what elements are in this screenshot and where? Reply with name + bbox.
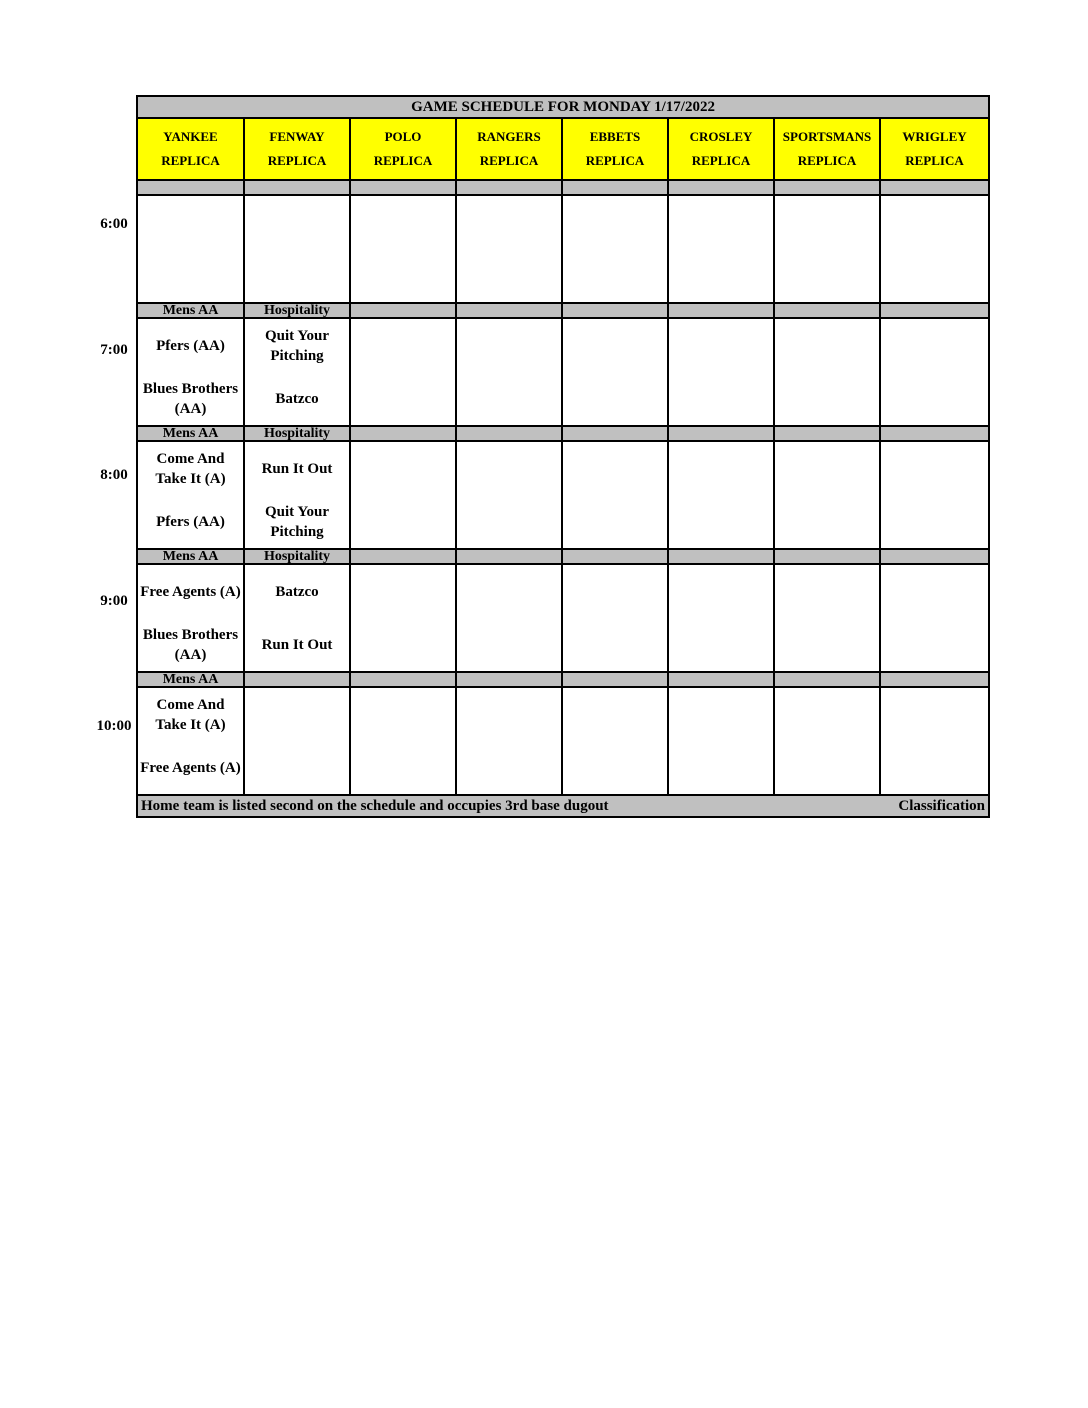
team-away <box>457 565 561 618</box>
team-away <box>881 319 988 372</box>
game-cell <box>880 564 989 672</box>
team-home <box>457 495 561 548</box>
division-label <box>880 303 989 318</box>
time-slot-row <box>137 441 989 549</box>
park-header-ebbets <box>562 118 668 180</box>
team-home <box>669 618 773 671</box>
division-label <box>880 672 989 687</box>
game-cell <box>350 441 456 549</box>
team-away <box>669 196 773 249</box>
division-label: Hospitality <box>244 426 350 441</box>
division-label <box>668 426 774 441</box>
game-cell <box>668 195 774 303</box>
game-cell <box>350 318 456 426</box>
team-away <box>351 688 455 741</box>
team-home <box>351 249 455 302</box>
division-label <box>350 672 456 687</box>
team-home <box>245 249 349 302</box>
game-cell <box>137 564 244 672</box>
time-label-7: 7:00 <box>100 342 128 358</box>
division-label <box>880 549 989 564</box>
game-cell <box>137 195 244 303</box>
division-label <box>456 180 562 195</box>
division-label <box>562 303 668 318</box>
team-home <box>881 618 988 671</box>
time-label-10: 10:00 <box>96 718 132 734</box>
division-label <box>456 549 562 564</box>
division-row <box>137 549 989 564</box>
team-home <box>457 618 561 671</box>
team-away <box>138 196 243 249</box>
division-label <box>668 672 774 687</box>
division-label <box>244 672 350 687</box>
game-cell <box>562 564 668 672</box>
division-label <box>562 549 668 564</box>
time-slot-row <box>137 687 989 795</box>
footer-note-row <box>137 795 989 817</box>
team-home: Run It Out <box>261 636 333 653</box>
team-home <box>669 741 773 794</box>
game-cell <box>880 441 989 549</box>
team-home <box>563 741 667 794</box>
team-away: Quit Your Pitching <box>264 327 330 364</box>
game-cell <box>244 318 350 426</box>
park-subtitle: REPLICA <box>797 153 857 168</box>
park-name: EBBETS <box>589 129 641 144</box>
team-away <box>245 196 349 249</box>
park-name: FENWAY <box>269 129 325 144</box>
team-home <box>775 741 879 794</box>
game-cell <box>456 318 562 426</box>
team-away <box>881 565 988 618</box>
team-away <box>457 442 561 495</box>
park-name: WRIGLEY <box>902 129 967 144</box>
team-away <box>669 319 773 372</box>
team-home <box>351 741 455 794</box>
game-cell <box>562 195 668 303</box>
division-row <box>137 303 989 318</box>
division-label: Hospitality <box>244 303 350 318</box>
game-cell <box>350 564 456 672</box>
time-label-6: 6:00 <box>100 216 128 232</box>
division-label: Mens AA <box>137 426 244 441</box>
game-cell <box>244 441 350 549</box>
game-cell <box>137 687 244 795</box>
division-label <box>774 180 880 195</box>
division-label <box>880 180 989 195</box>
division-label <box>350 549 456 564</box>
team-away <box>351 196 455 249</box>
schedule-sheet <box>136 95 988 818</box>
game-cell <box>350 687 456 795</box>
team-home: Blues Brothers (AA) <box>142 626 239 663</box>
game-cell <box>456 441 562 549</box>
team-away <box>351 319 455 372</box>
park-subtitle: REPLICA <box>267 153 327 168</box>
division-row <box>137 426 989 441</box>
team-home <box>775 372 879 425</box>
team-away <box>669 565 773 618</box>
team-home <box>669 372 773 425</box>
time-label-9: 9:00 <box>100 593 128 609</box>
team-home <box>351 618 455 671</box>
division-label <box>668 549 774 564</box>
division-label: Mens AA <box>137 549 244 564</box>
team-away <box>775 565 879 618</box>
team-away <box>563 196 667 249</box>
team-away <box>563 319 667 372</box>
time-slot-row <box>137 564 989 672</box>
park-subtitle: REPLICA <box>585 153 645 168</box>
park-header-row <box>137 118 989 180</box>
division-label <box>880 426 989 441</box>
game-cell <box>137 318 244 426</box>
park-subtitle: REPLICA <box>373 153 433 168</box>
division-label <box>350 303 456 318</box>
team-home <box>669 495 773 548</box>
team-home <box>775 495 879 548</box>
team-away <box>775 442 879 495</box>
team-away <box>563 565 667 618</box>
team-home <box>881 249 988 302</box>
team-away <box>775 319 879 372</box>
game-cell <box>562 687 668 795</box>
park-header-polo <box>350 118 456 180</box>
park-subtitle: REPLICA <box>161 153 220 168</box>
classification-label: Classification <box>898 798 986 814</box>
team-away: Batzco <box>275 583 319 600</box>
team-home: Free Agents (A) <box>140 759 241 776</box>
game-cell <box>774 318 880 426</box>
park-header-wrigley <box>880 118 989 180</box>
team-home <box>881 741 988 794</box>
park-name: RANGERS <box>477 129 541 144</box>
team-away <box>669 442 773 495</box>
game-cell <box>244 195 350 303</box>
home-team-note: Home team is listed second on the schedule and occupies 3rd base dugout <box>141 798 609 814</box>
team-away: Come And Take It (A) <box>155 450 226 487</box>
division-label <box>456 303 562 318</box>
team-home <box>457 249 561 302</box>
team-away <box>457 319 561 372</box>
team-home: Batzco <box>275 390 319 407</box>
team-away <box>245 688 349 741</box>
time-slot-row <box>137 318 989 426</box>
game-cell <box>562 441 668 549</box>
team-home: Pfers (AA) <box>156 513 225 530</box>
park-header-yankee <box>137 118 244 180</box>
schedule-title: GAME SCHEDULE FOR MONDAY 1/17/2022 <box>137 96 989 118</box>
division-label <box>350 426 456 441</box>
division-label <box>456 426 562 441</box>
team-home <box>457 741 561 794</box>
team-away <box>351 442 455 495</box>
team-home: Quit Your Pitching <box>264 503 330 540</box>
time-label-8: 8:00 <box>100 467 128 483</box>
team-home <box>881 372 988 425</box>
division-label <box>668 180 774 195</box>
team-away <box>881 688 988 741</box>
team-away <box>881 442 988 495</box>
division-label <box>774 549 880 564</box>
division-row <box>137 672 989 687</box>
schedule-table <box>136 95 990 818</box>
team-home <box>138 249 243 302</box>
team-away <box>563 442 667 495</box>
game-cell <box>774 441 880 549</box>
team-away <box>563 688 667 741</box>
park-header-sportsmans <box>774 118 880 180</box>
time-slot-row <box>137 195 989 303</box>
team-home <box>351 372 455 425</box>
team-away <box>457 196 561 249</box>
team-home <box>563 372 667 425</box>
division-label <box>774 426 880 441</box>
game-cell <box>774 564 880 672</box>
game-cell <box>668 687 774 795</box>
game-cell <box>244 687 350 795</box>
park-subtitle: REPLICA <box>905 153 964 168</box>
game-cell <box>456 195 562 303</box>
division-label: Mens AA <box>137 303 244 318</box>
team-home <box>245 741 349 794</box>
division-label <box>562 180 668 195</box>
park-name: SPORTSMANS <box>782 129 872 144</box>
park-subtitle: REPLICA <box>479 153 539 168</box>
team-away: Run It Out <box>261 460 333 477</box>
division-label <box>350 180 456 195</box>
park-name: POLO <box>384 129 422 144</box>
team-home <box>457 372 561 425</box>
team-away <box>351 565 455 618</box>
team-home: Blues Brothers (AA) <box>142 380 239 417</box>
park-header-crosley <box>668 118 774 180</box>
park-header-rangers <box>456 118 562 180</box>
team-home <box>881 495 988 548</box>
park-subtitle: REPLICA <box>691 153 751 168</box>
game-cell <box>137 441 244 549</box>
division-label <box>137 180 244 195</box>
division-label <box>562 672 668 687</box>
game-cell <box>668 318 774 426</box>
team-away <box>775 196 879 249</box>
game-cell <box>880 687 989 795</box>
team-away <box>457 688 561 741</box>
game-cell <box>880 195 989 303</box>
division-label <box>244 180 350 195</box>
division-row <box>137 180 989 195</box>
team-home <box>775 249 879 302</box>
team-away <box>669 688 773 741</box>
game-cell <box>244 564 350 672</box>
team-away <box>881 196 988 249</box>
division-label <box>456 672 562 687</box>
park-name: YANKEE <box>163 129 218 144</box>
game-cell <box>774 195 880 303</box>
game-cell <box>456 564 562 672</box>
division-label: Hospitality <box>244 549 350 564</box>
division-label <box>774 303 880 318</box>
game-cell <box>774 687 880 795</box>
division-label <box>774 672 880 687</box>
game-cell <box>668 441 774 549</box>
game-cell <box>668 564 774 672</box>
team-home <box>351 495 455 548</box>
game-cell <box>456 687 562 795</box>
park-name: CROSLEY <box>689 129 753 144</box>
division-label <box>668 303 774 318</box>
team-home <box>563 618 667 671</box>
division-label <box>562 426 668 441</box>
team-away: Come And Take It (A) <box>155 696 226 733</box>
team-home <box>775 618 879 671</box>
team-home <box>563 249 667 302</box>
park-header-fenway <box>244 118 350 180</box>
team-away: Pfers (AA) <box>156 337 225 354</box>
team-away <box>775 688 879 741</box>
team-home <box>563 495 667 548</box>
game-cell <box>880 318 989 426</box>
division-label: Mens AA <box>137 672 244 687</box>
team-home <box>669 249 773 302</box>
team-away: Free Agents (A) <box>140 583 241 600</box>
game-cell <box>562 318 668 426</box>
game-cell <box>350 195 456 303</box>
